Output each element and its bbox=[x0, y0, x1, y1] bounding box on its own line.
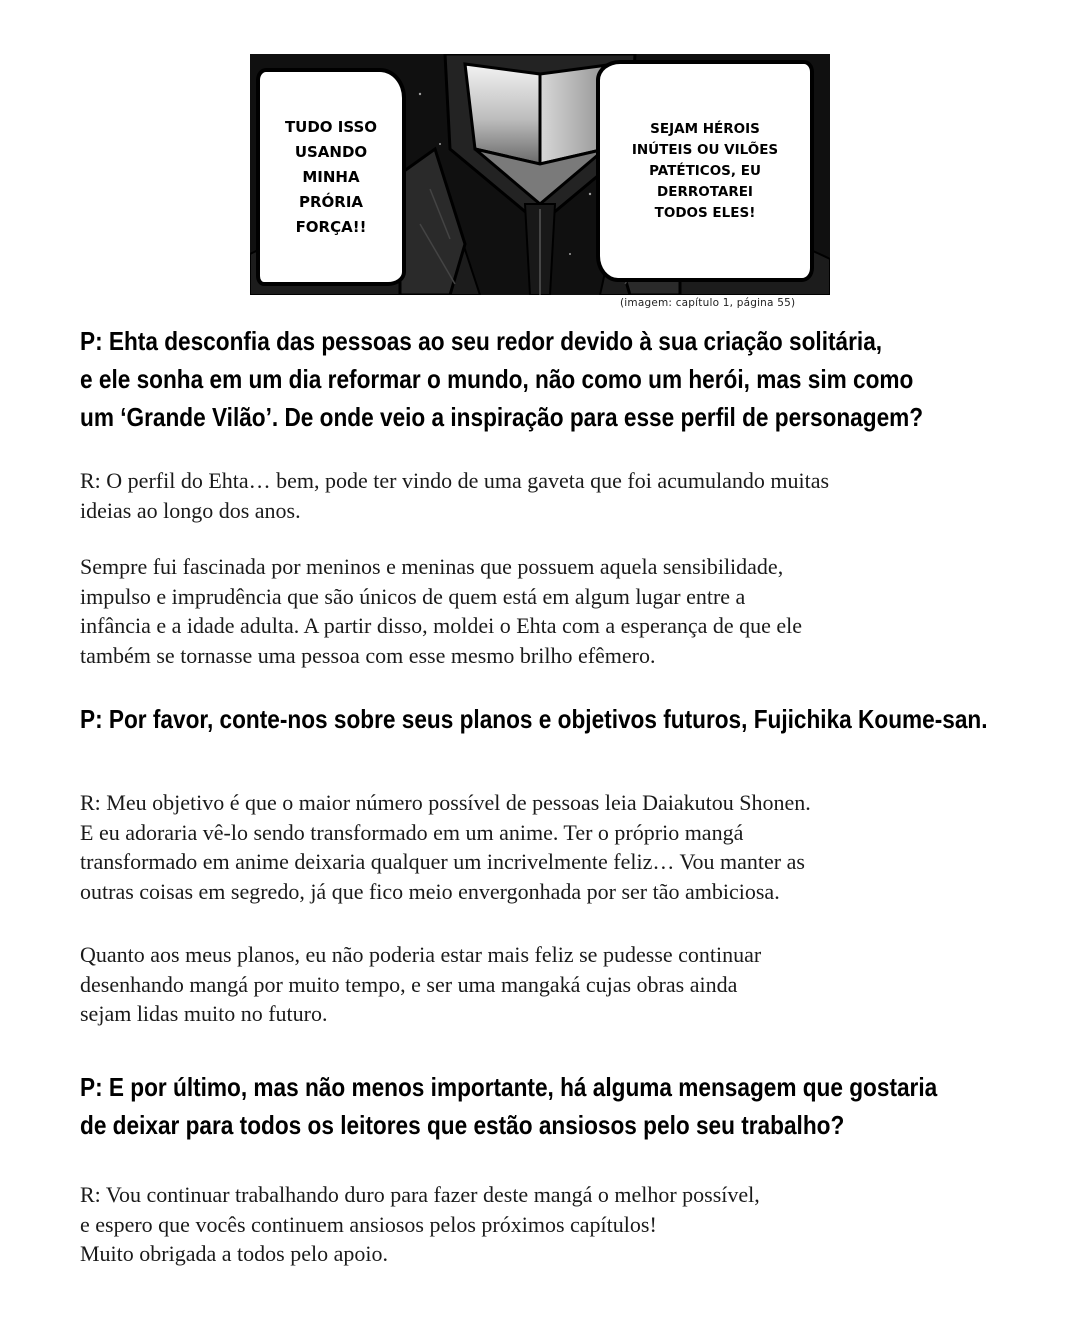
answer-2-paragraph-1 bbox=[80, 788, 811, 906]
answer-line: E eu adoraria vê-lo sendo transformado em um anime. Ter o próprio mangá bbox=[80, 819, 744, 845]
question-2-line: P: Por favor, conte-nos sobre seus planos e objetivos futuros, Fujichika Koume-san. bbox=[80, 704, 988, 734]
question-2 bbox=[80, 700, 988, 738]
answer-line: também se tornasse uma pessoa com esse mesmo brilho efêmero. bbox=[80, 642, 656, 668]
answer-line: desenhando mangá por muito tempo, e ser uma mangaká cujas obras ainda bbox=[80, 971, 738, 997]
question-1-line: P: Ehta desconfia das pessoas ao seu redor devido à sua criação solitária, bbox=[80, 326, 883, 356]
answer-line: sejam lidas muito no futuro. bbox=[80, 1001, 328, 1026]
answer-3-paragraph-1 bbox=[80, 1180, 760, 1269]
speech-bubble-right bbox=[596, 60, 814, 282]
question-1 bbox=[80, 322, 923, 436]
answer-line: R: Vou continuar trabalhando duro para fazer deste mangá o melhor possível, bbox=[80, 1182, 760, 1207]
answer-1-paragraph-2 bbox=[80, 552, 802, 670]
answer-line: Sempre fui fascinada por meninos e meninas que possuem aquela sensibilidade, bbox=[80, 554, 784, 579]
answer-line: Quanto aos meus planos, eu não poderia estar mais feliz se pudesse continuar bbox=[80, 942, 762, 967]
image-caption: (imagem: capítulo 1, página 55) bbox=[620, 297, 796, 309]
question-1-line: um ‘Grande Vilão’. De onde veio a inspiração para esse perfil de personagem? bbox=[80, 402, 924, 432]
manga-panel bbox=[250, 54, 830, 295]
answer-line: transformado em anime deixaria qualquer um incrivelmente feliz… Vou manter as bbox=[80, 849, 805, 874]
question-3-line: P: E por último, mas não menos importante, há alguma mensagem que gostaria bbox=[80, 1072, 938, 1102]
question-1-line: e ele sonha em um dia reformar o mundo, não como um herói, mas sim como bbox=[80, 364, 914, 394]
answer-line: impulso e imprudência que são únicos de quem está em algum lugar entre a bbox=[80, 583, 746, 609]
answer-1-paragraph-1 bbox=[80, 466, 829, 525]
question-3 bbox=[80, 1068, 937, 1144]
answer-line: e espero que vocês continuem ansiosos pelos próximos capítulos! bbox=[80, 1211, 657, 1237]
speech-bubble-left-text: TUDO ISSO USANDO MINHA PRÓRIA FORÇA!! bbox=[284, 117, 378, 236]
answer-line: Muito obrigada a todos pelo apoio. bbox=[80, 1241, 388, 1266]
answer-line: R: Meu objetivo é que o maior número possível de pessoas leia Daiakutou Shonen. bbox=[80, 790, 811, 815]
answer-line: outras coisas em segredo, já que fico meio envergonhada por ser tão ambiciosa. bbox=[80, 878, 780, 904]
answer-line: infância e a idade adulta. A partir disso, moldei o Ehta com a esperança de que ele bbox=[80, 613, 803, 638]
answer-2-paragraph-2 bbox=[80, 940, 761, 1029]
answer-line: ideias ao longo dos anos. bbox=[80, 497, 301, 523]
question-3-line: de deixar para todos os leitores que estão ansiosos pelo seu trabalho? bbox=[80, 1110, 845, 1140]
speech-bubble-left bbox=[256, 68, 406, 286]
speech-bubble-right-text: SEJAM HÉROIS INÚTEIS OU VILÕES PATÉTICOS, EU DERROTAREI TODOS ELES! bbox=[631, 120, 779, 221]
answer-line: R: O perfil do Ehta… bem, pode ter vindo de uma gaveta que foi acumulando muitas bbox=[80, 468, 830, 493]
